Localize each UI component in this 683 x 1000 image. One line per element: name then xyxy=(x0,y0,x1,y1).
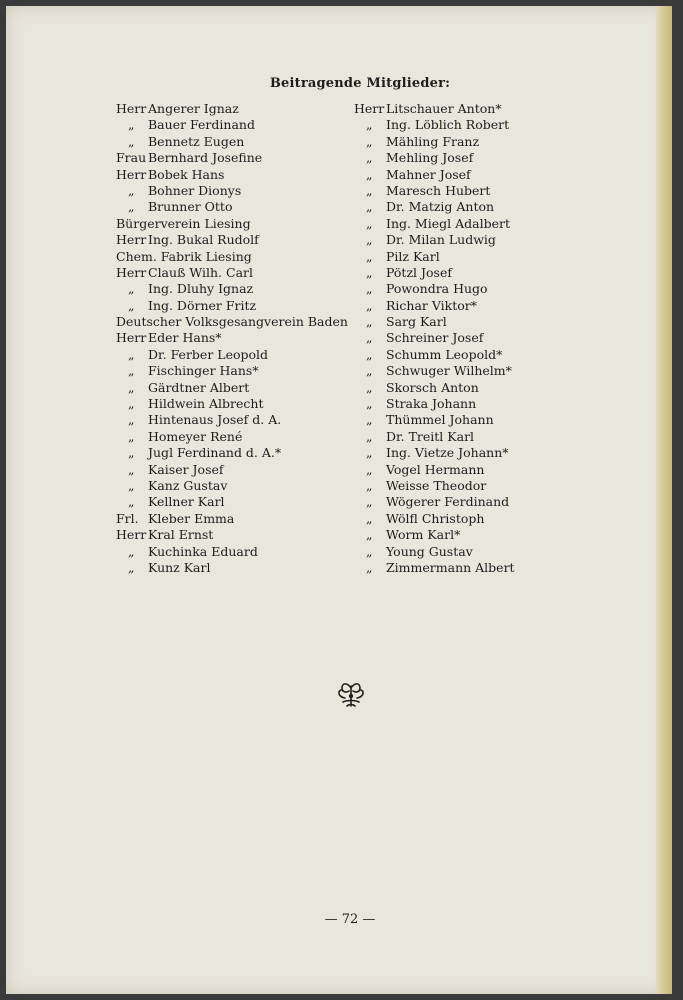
member-title: „ xyxy=(366,330,373,346)
member-name: Bobek Hans xyxy=(148,166,225,182)
member-title: „ xyxy=(366,314,373,330)
member-title: „ xyxy=(128,445,135,461)
member-title: Herr xyxy=(116,264,147,280)
member-title: „ xyxy=(128,363,135,379)
member-name: Pilz Karl xyxy=(386,248,440,264)
member-name: Ing. Dluhy Ignaz xyxy=(148,281,254,297)
member-name: Richar Viktor* xyxy=(386,297,478,313)
member-name: Mahner Josef xyxy=(386,166,471,182)
member-title: „ xyxy=(128,494,135,510)
member-title: „ xyxy=(366,527,373,543)
list-item xyxy=(354,363,515,379)
member-name: Kellner Karl xyxy=(148,494,225,510)
member-name: Ing. Vietze Johann* xyxy=(386,445,509,461)
member-title: „ xyxy=(128,461,135,477)
member-title: „ xyxy=(128,559,135,575)
list-item xyxy=(116,265,348,281)
member-name: Chem. Fabrik Liesing xyxy=(116,248,252,264)
member-name: Litschauer Anton* xyxy=(386,101,502,116)
list-item xyxy=(354,281,515,297)
member-name: Dr. Matzig Anton xyxy=(386,199,495,215)
member-title: Herr xyxy=(116,101,147,116)
list-item xyxy=(116,314,348,330)
list-item xyxy=(116,445,348,461)
member-name: Mähling Franz xyxy=(386,133,480,149)
list-item xyxy=(354,511,515,527)
list-item xyxy=(354,462,515,478)
list-item xyxy=(116,511,348,527)
member-name: Deutscher Volksgesangverein Baden xyxy=(116,314,348,330)
member-name: Powondra Hugo xyxy=(386,281,488,297)
member-name: Pötzl Josef xyxy=(386,264,452,280)
member-title: „ xyxy=(128,379,135,395)
member-title: „ xyxy=(128,133,135,149)
member-title: „ xyxy=(128,117,135,133)
member-title: Herr xyxy=(116,166,147,182)
list-item xyxy=(354,478,515,494)
member-name: Straka Johann xyxy=(386,396,477,412)
member-title: „ xyxy=(366,445,373,461)
list-item xyxy=(354,167,515,183)
member-name: Homeyer René xyxy=(148,428,243,444)
member-title: „ xyxy=(128,412,135,428)
member-name: Wölfl Christoph xyxy=(386,510,485,526)
member-title: Herr xyxy=(116,527,147,543)
member-name: Dr. Ferber Leopold xyxy=(148,346,269,362)
list-item xyxy=(116,183,348,199)
member-name: Brunner Otto xyxy=(148,199,233,215)
section-heading: Beitragende Mitglieder: xyxy=(269,76,451,91)
member-name: Kleber Emma xyxy=(148,510,235,526)
list-item xyxy=(354,412,515,428)
member-title: „ xyxy=(366,133,373,149)
member-title: „ xyxy=(366,232,373,248)
list-item xyxy=(116,134,348,150)
member-name: Hildwein Albrecht xyxy=(148,396,264,412)
member-name: Schwuger Wilhelm* xyxy=(386,363,512,379)
member-name: Fischinger Hans* xyxy=(148,363,259,379)
list-item xyxy=(354,199,515,215)
member-name: Ing. Miegl Adalbert xyxy=(386,215,510,231)
list-item xyxy=(116,199,348,215)
list-item xyxy=(116,478,348,494)
member-title: Herr xyxy=(354,101,385,116)
member-name: Kaiser Josef xyxy=(148,461,224,477)
member-title: Frl. xyxy=(116,510,139,526)
member-title: „ xyxy=(366,346,373,362)
list-item xyxy=(116,363,348,379)
member-title: „ xyxy=(366,363,373,379)
list-item xyxy=(354,347,515,363)
list-item xyxy=(354,265,515,281)
member-title: „ xyxy=(366,248,373,264)
list-item xyxy=(116,117,348,133)
list-item xyxy=(116,249,348,265)
list-item xyxy=(354,429,515,445)
member-title: „ xyxy=(366,559,373,575)
member-name: Dr. Treitl Karl xyxy=(386,428,475,444)
member-title: „ xyxy=(366,510,373,526)
member-name: Mehling Josef xyxy=(386,150,474,166)
list-item xyxy=(116,380,348,396)
member-title: „ xyxy=(128,182,135,198)
member-title: „ xyxy=(366,428,373,444)
list-item xyxy=(354,134,515,150)
member-title: „ xyxy=(366,461,373,477)
list-item xyxy=(354,314,515,330)
list-item xyxy=(354,560,515,576)
member-title: „ xyxy=(128,281,135,297)
member-title: „ xyxy=(366,379,373,395)
member-name: Ing. Dörner Fritz xyxy=(148,297,257,313)
list-item xyxy=(354,544,515,560)
member-title: „ xyxy=(366,182,373,198)
list-item xyxy=(116,216,348,232)
list-item xyxy=(354,445,515,461)
member-title: Frau xyxy=(116,150,147,166)
member-name: Wögerer Ferdinand xyxy=(386,494,510,510)
list-item xyxy=(116,298,348,314)
member-title: „ xyxy=(366,117,373,133)
member-name: Dr. Milan Ludwig xyxy=(386,232,496,248)
member-title: Herr xyxy=(116,330,147,346)
list-item xyxy=(116,412,348,428)
list-item xyxy=(354,232,515,248)
member-name: Kanz Gustav xyxy=(148,477,228,493)
list-item xyxy=(116,429,348,445)
member-name: Maresch Hubert xyxy=(386,182,491,198)
list-item xyxy=(116,281,348,297)
member-name: Bernhard Josefine xyxy=(148,150,263,166)
member-title: „ xyxy=(366,264,373,280)
member-name: Schreiner Josef xyxy=(386,330,484,346)
list-item xyxy=(354,183,515,199)
list-item xyxy=(116,167,348,183)
list-item xyxy=(354,101,515,117)
list-item xyxy=(116,232,348,248)
member-name: Jugl Ferdinand d. A.* xyxy=(148,445,282,461)
member-title: „ xyxy=(366,215,373,231)
list-item xyxy=(354,117,515,133)
member-name: Worm Karl* xyxy=(386,527,461,543)
member-title: „ xyxy=(366,281,373,297)
page-edge xyxy=(656,6,672,994)
member-name: Bohner Dionys xyxy=(148,182,242,198)
member-title: „ xyxy=(366,477,373,493)
member-title: „ xyxy=(366,543,373,559)
member-title: „ xyxy=(128,297,135,313)
member-title: „ xyxy=(366,297,373,313)
member-name: Vogel Hermann xyxy=(386,461,485,477)
member-name: Young Gustav xyxy=(386,543,473,559)
member-title: „ xyxy=(128,346,135,362)
member-title: „ xyxy=(366,199,373,215)
member-name: Hintenaus Josef d. A. xyxy=(148,412,282,428)
member-title: Herr xyxy=(116,232,147,248)
floral-ornament-icon xyxy=(333,676,369,712)
member-title: „ xyxy=(128,396,135,412)
member-name: Kral Ernst xyxy=(148,527,214,543)
member-name: Thümmel Johann xyxy=(386,412,494,428)
member-title: „ xyxy=(128,543,135,559)
member-name: Bürgerverein Liesing xyxy=(116,215,251,231)
list-item xyxy=(354,527,515,543)
list-item xyxy=(116,560,348,576)
list-item xyxy=(116,396,348,412)
member-name: Bauer Ferdinand xyxy=(148,117,255,133)
list-item xyxy=(116,150,348,166)
member-name: Eder Hans* xyxy=(148,330,222,346)
member-title: „ xyxy=(366,396,373,412)
list-item xyxy=(354,330,515,346)
list-item xyxy=(354,249,515,265)
member-name: Skorsch Anton xyxy=(386,379,479,395)
member-name: Ing. Bukal Rudolf xyxy=(148,232,259,248)
member-title: „ xyxy=(366,166,373,182)
list-item xyxy=(354,216,515,232)
member-name: Kuchinka Eduard xyxy=(148,543,258,559)
member-title: „ xyxy=(366,494,373,510)
member-name: Zimmermann Albert xyxy=(386,559,515,575)
list-item xyxy=(354,150,515,166)
list-item xyxy=(116,527,348,543)
member-name: Sarg Karl xyxy=(386,314,447,330)
list-item xyxy=(354,298,515,314)
list-item xyxy=(354,396,515,412)
list-item xyxy=(116,462,348,478)
member-name: Bennetz Eugen xyxy=(148,133,245,149)
member-title: „ xyxy=(128,477,135,493)
member-title: „ xyxy=(366,412,373,428)
member-name: Gärdtner Albert xyxy=(148,379,250,395)
list-item xyxy=(116,101,348,117)
members-column-left xyxy=(116,101,348,576)
list-item xyxy=(354,494,515,510)
member-name: Ing. Löblich Robert xyxy=(386,117,510,133)
member-title: „ xyxy=(366,150,373,166)
page-number: — 72 — xyxy=(324,912,376,927)
member-name: Schumm Leopold* xyxy=(386,346,503,362)
members-column-right xyxy=(354,101,515,576)
list-item xyxy=(116,330,348,346)
list-item xyxy=(116,494,348,510)
list-item xyxy=(116,347,348,363)
list-item xyxy=(354,380,515,396)
member-name: Clauß Wilh. Carl xyxy=(148,264,253,280)
member-name: Angerer Ignaz xyxy=(148,101,239,116)
member-title: „ xyxy=(128,199,135,215)
member-name: Weisse Theodor xyxy=(386,477,487,493)
list-item xyxy=(116,544,348,560)
member-name: Kunz Karl xyxy=(148,559,211,575)
member-title: „ xyxy=(128,428,135,444)
